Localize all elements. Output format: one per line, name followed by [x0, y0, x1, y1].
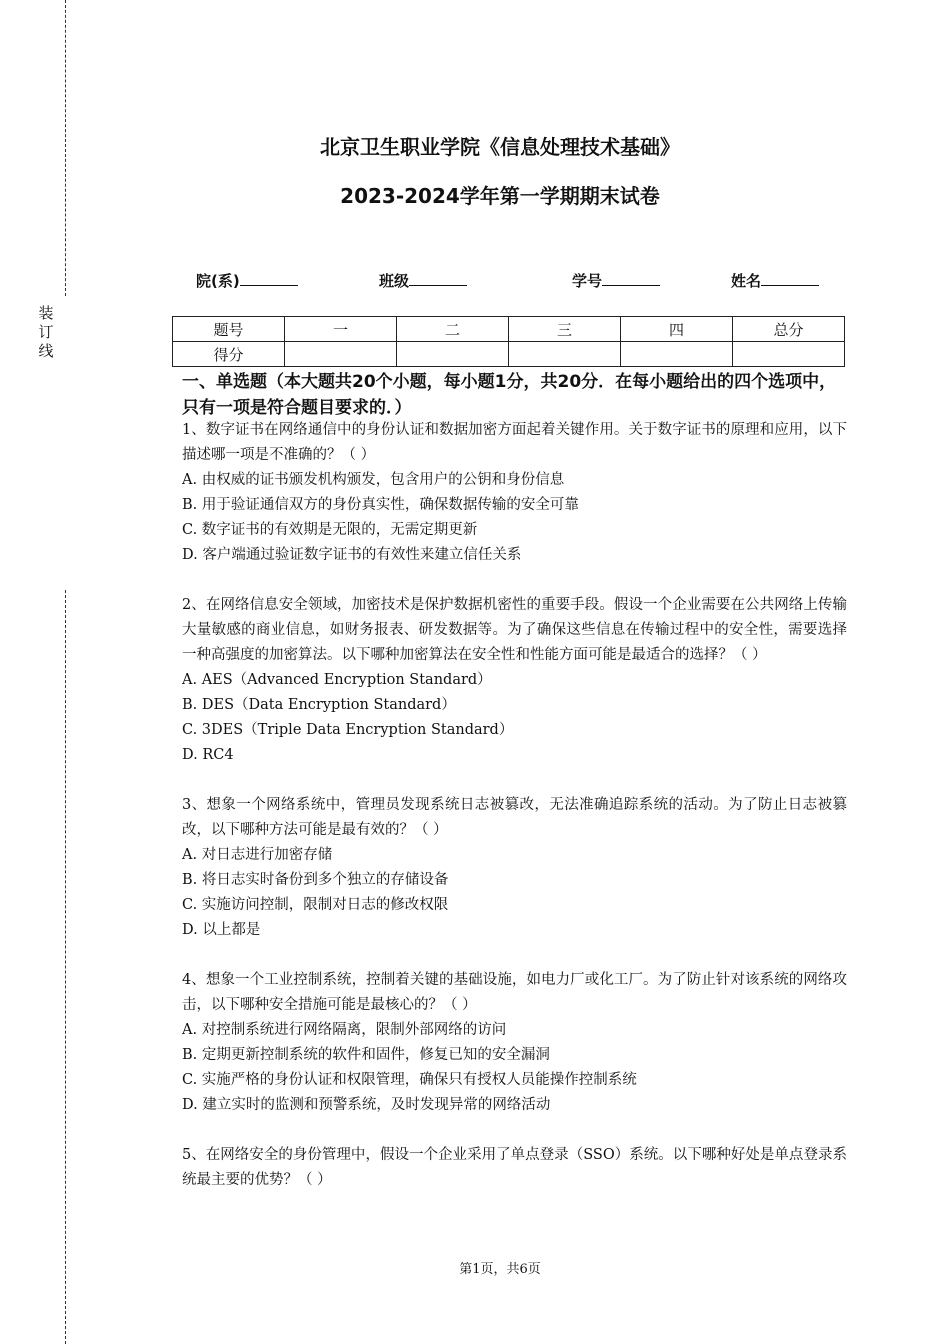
question-option: B. 定期更新控制系统的软件和固件，修复已知的安全漏洞 — [182, 1047, 550, 1063]
score-cell — [733, 342, 845, 367]
score-cell — [509, 342, 621, 367]
question-stem: 4、想象一个工业控制系统，控制着关键的基础设施，如电力厂或化工厂。为了防止针对该系统的网络攻击，以下哪种安全措施可能是最核心的？（ ） — [182, 972, 847, 1013]
question-option: D. 客户端通过验证数字证书的有效性来建立信任关系 — [182, 547, 522, 563]
info-field-label: 班级 — [379, 272, 410, 290]
info-field-class — [379, 269, 467, 291]
question-option: C. 实施严格的身份认证和权限管理，确保只有授权人员能操作控制系统 — [182, 1072, 637, 1088]
score-table-header-cell: 总分 — [733, 317, 845, 342]
score-table-score-row — [173, 342, 845, 367]
question-5 — [182, 1143, 847, 1193]
question-3 — [182, 793, 847, 943]
binding-dashed-line-bottom — [65, 590, 66, 1344]
info-field-label: 姓名 — [731, 272, 762, 290]
question-option: C. 数字证书的有效期是无限的，无需定期更新 — [182, 522, 478, 538]
info-field-label: 院(系) — [196, 272, 240, 290]
question-option: B. 用于验证通信双方的身份真实性，确保数据传输的安全可靠 — [182, 497, 579, 513]
question-option: C. 3DES（Triple Data Encryption Standard） — [182, 722, 514, 738]
question-2 — [182, 593, 847, 768]
info-field-blank — [409, 269, 467, 286]
question-stem: 5、在网络安全的身份管理中，假设一个企业采用了单点登录（SSO）系统。以下哪种好处是单点登录系统最主要的优势？（ ） — [182, 1147, 847, 1188]
info-field-name — [731, 269, 819, 291]
question-option: A. 对日志进行加密存储 — [182, 847, 333, 863]
question-1 — [182, 418, 847, 568]
info-field-blank — [761, 269, 819, 286]
section-heading: 一、单选题（本大题共20个小题，每小题1分，共20分．在每小题给出的四个选项中，只有一项是符合题目要求的．） — [182, 372, 837, 418]
info-field-blank — [240, 269, 298, 286]
question-stem: 2、在网络信息安全领域，加密技术是保护数据机密性的重要手段。假设一个企业需要在公共网络上传输大量敏感的商业信息，如财务报表、研发数据等。为了确保这些信息在传输过程中的安全性，需要选择一种高强度的加密算法。以下哪种加密算法在安全性和性能方面可能是最适合的选择？（ ） — [182, 597, 847, 663]
score-table — [172, 316, 845, 367]
score-table-header-cell: 题号 — [173, 317, 285, 342]
question-option: A. AES（Advanced Encryption Standard） — [182, 672, 492, 688]
info-field-blank — [602, 269, 660, 286]
question-option: D. RC4 — [182, 747, 234, 763]
info-field-student-id — [572, 269, 660, 291]
question-stem: 3、想象一个网络系统中，管理员发现系统日志被篡改，无法准确追踪系统的活动。为了防止日志被篡改，以下哪种方法可能是最有效的？（ ） — [182, 797, 847, 838]
question-option: C. 实施访问控制，限制对日志的修改权限 — [182, 897, 449, 913]
score-cell — [397, 342, 509, 367]
info-field-label: 学号 — [572, 272, 603, 290]
exam-title: 北京卫生职业学院《信息处理技术基础》 — [320, 135, 680, 159]
binding-label: 装订线 — [38, 304, 54, 360]
score-table-header-cell: 一 — [285, 317, 397, 342]
score-table-header-cell: 三 — [509, 317, 621, 342]
question-option: B. DES（Data Encryption Standard） — [182, 697, 456, 713]
question-option: B. 将日志实时备份到多个独立的存储设备 — [182, 872, 449, 888]
student-info-row — [0, 269, 950, 293]
score-table-header-cell: 二 — [397, 317, 509, 342]
question-option: D. 以上都是 — [182, 922, 261, 938]
question-option: A. 对控制系统进行网络隔离，限制外部网络的访问 — [182, 1022, 507, 1038]
score-cell — [285, 342, 397, 367]
question-stem: 1、数字证书在网络通信中的身份认证和数据加密方面起着关键作用。关于数字证书的原理和应用，以下描述哪一项是不准确的？（ ） — [182, 422, 847, 463]
question-4 — [182, 968, 847, 1118]
score-table-header-cell: 四 — [621, 317, 733, 342]
score-table-header-row — [173, 317, 845, 342]
question-list — [182, 418, 847, 1218]
score-cell — [621, 342, 733, 367]
info-field-department — [196, 269, 298, 291]
score-table-row-label: 得分 — [173, 342, 285, 367]
exam-subtitle: 2023-2024学年第一学期期末试卷 — [340, 184, 660, 208]
page-number: 第1页，共6页 — [459, 1262, 541, 1277]
question-option: A. 由权威的证书颁发机构颁发，包含用户的公钥和身份信息 — [182, 472, 565, 488]
question-option: D. 建立实时的监测和预警系统，及时发现异常的网络活动 — [182, 1097, 551, 1113]
